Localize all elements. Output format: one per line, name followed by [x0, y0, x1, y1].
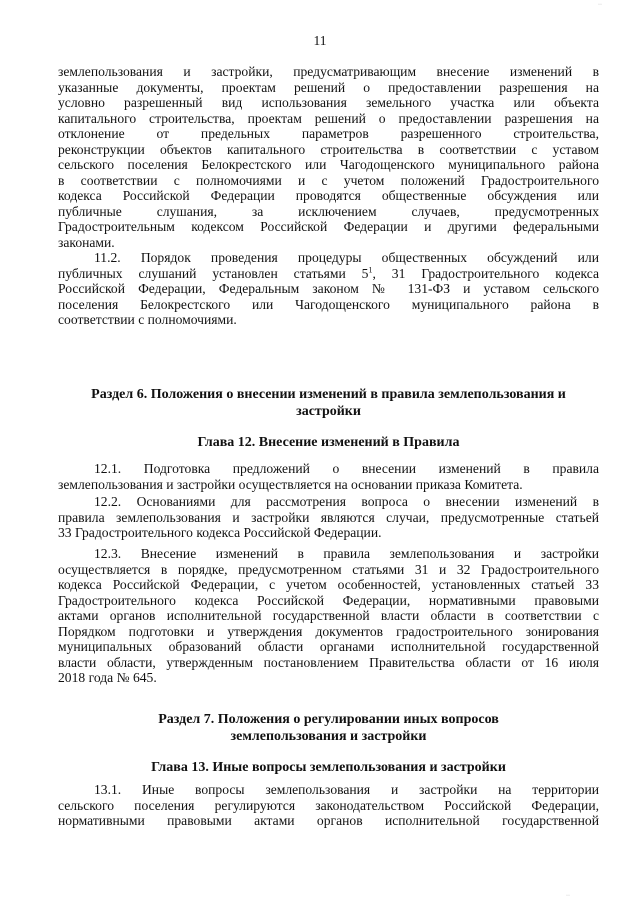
text-line: 11.2. Порядок проведения процедуры общественных обсуждений или [94, 250, 599, 265]
text-line: Градостроительного кодекса Российской Федерации, нормативными правовыми [58, 592, 599, 608]
text-line: капитального строительства, проектам решений о предоставлении разрешения на [58, 110, 599, 126]
text-line: правила землепользования и застройки являются случаи, предусмотренные статьей [58, 509, 599, 525]
text-line: публичные слушания, за исключением случаев, предусмотренных [58, 203, 599, 219]
text-line: осуществляется в порядке, предусмотренном статьями 31 и 32 Градостроительного [58, 561, 599, 577]
paragraph-12-2 [58, 494, 599, 541]
scan-mark: ·· [566, 893, 570, 899]
paragraph-12-1 [58, 461, 599, 492]
text-fragment: публичных слушаний установлен статьями 5 [58, 265, 369, 281]
text-line: законами. [58, 234, 115, 250]
heading-line: застройки [296, 404, 361, 419]
paragraph-11-1-continuation [58, 64, 599, 250]
heading-line: Раздел 6. Положения о внесении изменений в правила землепользования и [91, 387, 566, 402]
text-line: отклонение от предельных параметров разрешенного строительства, [58, 126, 599, 141]
text-line: кодекса Российской Федерации, с учетом особенностей, установленных статьей 33 [58, 577, 599, 592]
text-line: 2018 года № 645. [58, 670, 157, 685]
text-line: кодекса Российской Федерации проводятся общественные обсуждения или [58, 188, 599, 203]
chapter-12-title [58, 434, 599, 451]
text-line: сельского поселения регулируются законодательством Российской Федерации, [58, 797, 599, 813]
heading-line: Раздел 7. Положения о регулировании иных вопросов [158, 712, 499, 727]
heading-line: землепользования и застройки [230, 729, 427, 744]
text-line: реконструкции объектов капитального строительства в соответствии с уставом [58, 141, 599, 157]
text-line: власти области, утвержденным постановлением Правительства области от 16 июля [58, 654, 599, 670]
text-line: поселения Белокрестского или Чагодощенского муниципального района в [58, 296, 599, 312]
section-7-title [58, 711, 599, 745]
text-line: соответствии с полномочиями. [58, 312, 237, 327]
text-line: 33 Градостроительного кодекса Российской Федерации. [58, 525, 382, 540]
text-line: сельского поселения Белокрестского или Чагодощенского муниципального района [58, 157, 599, 172]
text-line: землепользования и застройки, предусматривающим внесение изменений в [58, 64, 599, 79]
text-line: муниципальных образований области органами исполнительной государственной [58, 639, 599, 654]
text-line: Российской Федерации, Федеральным законом № 131-ФЗ и уставом сельского [58, 281, 599, 296]
text-fragment: , 31 Градостроительного кодекса [372, 265, 599, 281]
text-line: 12.3. Внесение изменений в правила землепользования и застройки [94, 546, 599, 561]
text-line: указанные документы, проектам решений о предоставлении разрешения на [58, 79, 599, 95]
text-line: землепользования и застройки осуществляется на основании приказа Комитета. [58, 476, 523, 492]
section-6-title [58, 386, 599, 420]
paragraph-12-3 [58, 546, 599, 686]
paragraph-11-2 [58, 250, 599, 328]
text-line: в соответствии с полномочиями и с учетом положений Градостроительного [58, 172, 599, 188]
paragraph-13-1 [58, 782, 599, 829]
text-line: Градостроительным кодексом Российской Федерации и другими федеральными [58, 219, 599, 234]
superscript: 1 [368, 264, 373, 274]
text-line: условно разрешенный вид использования земельного участка или объекта [58, 95, 599, 110]
text-line: 12.1. Подготовка предложений о внесении изменений в правила [94, 461, 599, 476]
text-line: нормативными правовыми актами органов исполнительной государственной [58, 813, 599, 828]
text-line: 12.2. Основаниями для рассмотрения вопроса о внесении изменений в [94, 494, 599, 509]
text-line: актами органов исполнительной государственной власти области в соответствии с [58, 608, 599, 623]
page-number: 11 [313, 33, 327, 48]
heading-line: Глава 12. Внесение изменений в Правила [197, 435, 460, 450]
chapter-13-title [58, 759, 599, 776]
text-line: 13.1. Иные вопросы землепользования и застройки на территории [94, 782, 599, 797]
scan-mark: ·· [598, 2, 602, 8]
heading-line: Глава 13. Иные вопросы землепользования и застройки [151, 760, 506, 775]
text-line: Порядком подготовки и утверждения документов градостроительного зонирования [58, 623, 599, 639]
text-line-with-superscript [58, 266, 599, 282]
